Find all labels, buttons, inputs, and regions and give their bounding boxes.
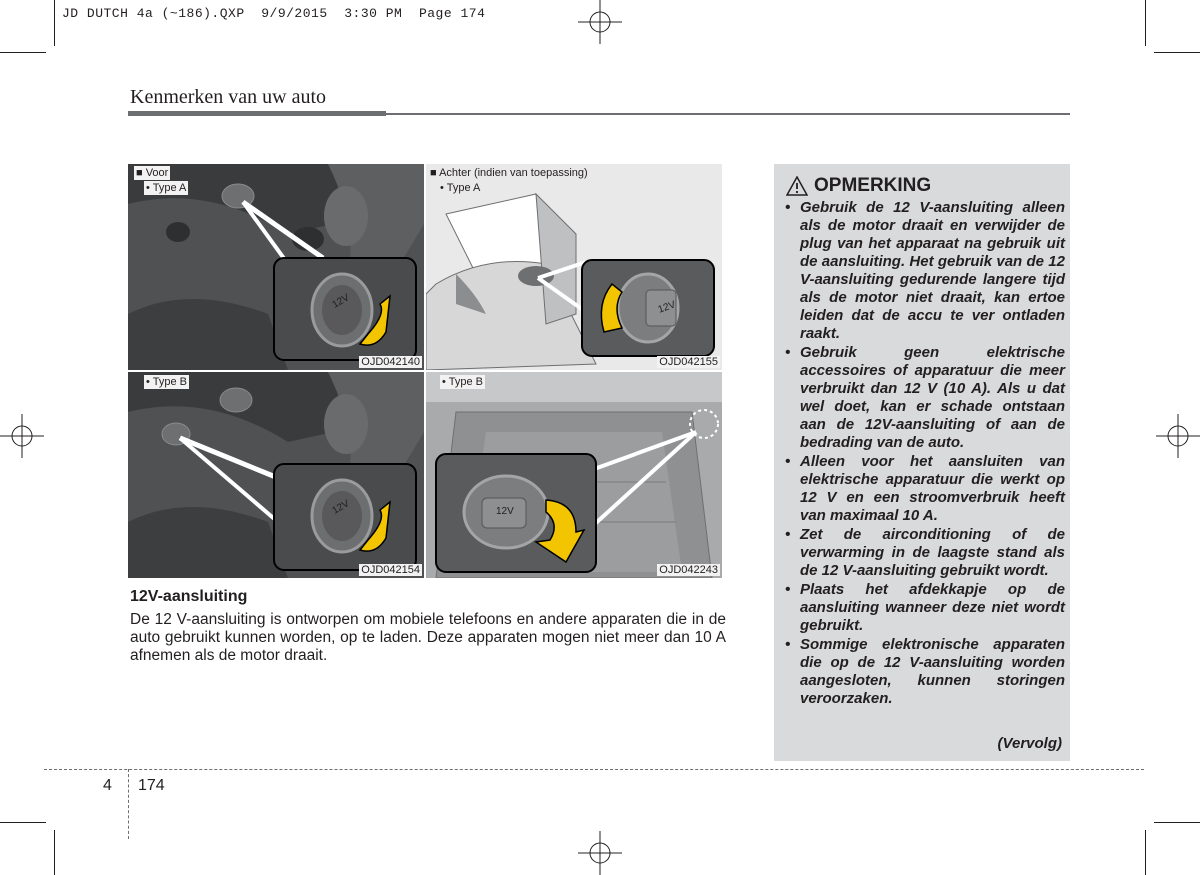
- figure-front-type-a: [128, 164, 424, 370]
- figure-sublabel: • Type A: [440, 182, 481, 194]
- page-number: 174: [138, 777, 165, 794]
- socket-label-12v: 12V: [330, 292, 352, 311]
- registration-mark-bottom: [578, 831, 622, 875]
- registration-mark-right: [1156, 414, 1200, 458]
- crop-mark: [0, 52, 46, 53]
- print-slug: JD DUTCH 4a (~186).QXP 9/9/2015 3:30 PM Page 174: [62, 6, 486, 21]
- header-rule-thick: [128, 111, 386, 116]
- note-item: • Gebruik de 12 V-aansluiting alleen als de motor draait en verwijder de plug van het apparaat na gebruik uit de aansluiting. Het gebruik van de 12 V-aansluiting gedurende langere tijd als de motor niet draait, kan ertoe leiden dat de accu te ver ontladen raakt.: [783, 199, 1065, 343]
- figure-label: ■ Voor: [136, 167, 169, 179]
- crop-mark: [1154, 822, 1200, 823]
- crop-mark: [54, 830, 55, 875]
- figure-sublabel: • Type B: [442, 376, 483, 388]
- socket-label-12v: 12V: [496, 506, 514, 517]
- continued-label: (Vervolg): [997, 735, 1062, 752]
- note-item: • Gebruik geen elektrische accessoires of apparatuur die meer verbruikt dan 12 V (10 A). Als u dat wel doet, kan er schade ontstaan aan de 12V-aansluiting of aan de bedrading van de auto.: [783, 344, 1065, 452]
- registration-mark-top: [578, 0, 622, 44]
- crop-mark: [1145, 0, 1146, 46]
- registration-mark-left: [0, 414, 44, 458]
- figure-code: OJD042140: [361, 356, 420, 368]
- page-header-title: Kenmerken van uw auto: [130, 86, 327, 108]
- note-item: • Alleen voor het aansluiten van elektrische apparatuur die werkt op 12 V en een stroomverbruik heeft van maximaal 10 A.: [783, 453, 1065, 525]
- crop-mark: [0, 822, 46, 823]
- socket-label-12v: 12V: [656, 299, 678, 316]
- socket-label-12v: 12V: [330, 498, 352, 517]
- warning-icon: [786, 176, 808, 196]
- note-list: [783, 199, 1065, 709]
- note-item: • Sommige elektronische apparaten die op de 12 V-aansluiting worden aangesloten, kunnen storingen veroorzaken.: [783, 636, 1065, 708]
- footer-dashed-rule: [44, 769, 1144, 770]
- footer-dashed-divider: [128, 769, 129, 839]
- header-rule-thin: [386, 113, 1070, 115]
- crop-mark: [1145, 830, 1146, 875]
- crop-mark: [54, 0, 55, 46]
- chapter-number: 4: [103, 777, 112, 794]
- note-item: • Zet de airconditioning of de verwarming in de laagste stand als de 12 V-aansluiting gebruikt wordt.: [783, 526, 1065, 580]
- section-body: De 12 V-aansluiting is ontworpen om mobiele telefoons en andere apparaten die in de auto gebruikt kunnen worden, op te laden. Deze apparaten mogen niet meer dan 10 A afnemen als de motor draait.: [130, 611, 726, 664]
- figure-code: OJD042154: [361, 564, 420, 576]
- figure-label: ■ Achter (indien van toepassing): [430, 167, 588, 179]
- figure-sublabel: • Type A: [146, 182, 187, 194]
- figure-sublabel: • Type B: [146, 376, 187, 388]
- figure-rear-type-a: [426, 164, 722, 370]
- note-item: • Plaats het afdekkapje op de aansluiting wanneer deze niet wordt gebruikt.: [783, 581, 1065, 635]
- crop-mark: [1154, 52, 1200, 53]
- figure-rear-type-b: [426, 372, 722, 578]
- figure-front-type-b: [128, 372, 424, 578]
- figure-code: OJD042155: [659, 356, 718, 368]
- note-title: OPMERKING: [814, 175, 932, 196]
- section-title: 12V-aansluiting: [130, 588, 248, 605]
- figure-code: OJD042243: [659, 564, 718, 576]
